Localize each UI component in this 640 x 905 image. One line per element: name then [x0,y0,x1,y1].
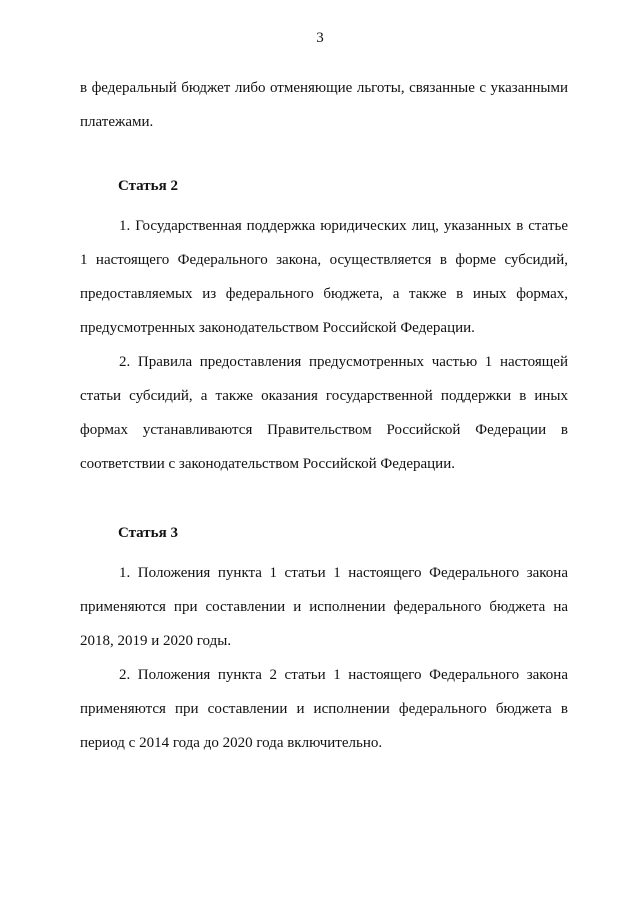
intro-paragraph: в федеральный бюджет либо отменяющие льготы, связанные с указанными платежами. [80,80,568,130]
article-2-heading: Статья 2 [118,178,178,194]
article-2-body [80,209,568,481]
article-2-paragraph-1: 1. Государственная поддержка юридических лиц, указанных в статье 1 настоящего Федерального закона, осуществляется в форме субсидий, предоставляемых из федерального бюджета, а также в иных формах, предусмотренных законодательством Российской Федерации. [80,218,568,336]
article-3-body [80,556,568,760]
article-3-paragraph-1: 1. Положения пункта 1 статьи 1 настоящего Федерального закона применяются при составлении и исполнении федерального бюджета на 2018, 2019 и 2020 годы. [80,565,568,649]
article-3-paragraph-2: 2. Положения пункта 2 статьи 1 настоящего Федерального закона применяются при составлении и исполнении федерального бюджета в период с 2014 года до 2020 года включительно. [80,667,568,751]
article-2-paragraph-2: 2. Правила предоставления предусмотренных частью 1 настоящей статьи субсидий, а также оказания государственной поддержки в иных формах устанавливаются Правительством Российской Федерации в соответствии с законодательством Российской Федерации. [80,354,568,472]
intro-continuation [80,71,568,139]
article-3-heading: Статья 3 [118,525,178,541]
page-number: 3 [316,30,324,46]
